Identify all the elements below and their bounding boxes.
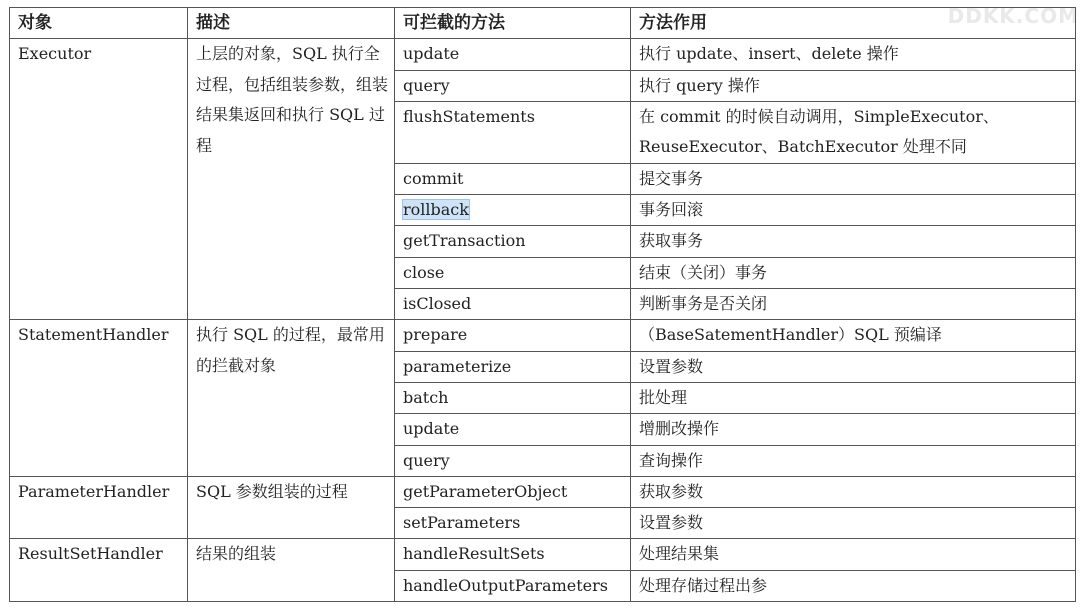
effect-cell: 处理存储过程出参 [631, 570, 1076, 601]
watermark: DDKK.COM [947, 4, 1079, 28]
method-name: setParameters [403, 513, 521, 533]
method-cell [395, 195, 631, 226]
description-cell: 结果的组装 [188, 539, 395, 602]
effect-cell: 判断事务是否关闭 [631, 289, 1076, 320]
method-cell [395, 101, 631, 163]
method-name: update [403, 419, 460, 439]
description-cell: SQL 参数组装的过程 [188, 476, 395, 539]
object-cell: ParameterHandler [10, 476, 188, 539]
method-name: close [403, 262, 445, 282]
effect-cell: 提交事务 [631, 163, 1076, 194]
method-cell [395, 508, 631, 539]
method-cell [395, 539, 631, 570]
method-cell [395, 570, 631, 601]
table-row [10, 539, 1076, 570]
header-effect: 方法作用 [631, 8, 1076, 39]
method-name: rollback [403, 200, 469, 220]
effect-cell: 获取事务 [631, 226, 1076, 257]
header-row [10, 8, 1076, 39]
method-name: isClosed [403, 294, 472, 314]
effect-cell: 执行 update、insert、delete 操作 [631, 39, 1076, 70]
interceptor-table [9, 7, 1076, 602]
method-cell [395, 70, 631, 101]
header-description: 描述 [188, 8, 395, 39]
description-cell: 上层的对象，SQL 执行全过程，包括组装参数，组装结果集返回和执行 SQL 过程 [188, 39, 395, 320]
effect-cell: 处理结果集 [631, 539, 1076, 570]
effect-cell: 设置参数 [631, 351, 1076, 382]
method-name: parameterize [403, 356, 512, 376]
method-name: query [403, 450, 450, 470]
method-name: flushStatements [403, 106, 535, 126]
header-method: 可拦截的方法 [395, 8, 631, 39]
method-name: commit [403, 168, 464, 188]
method-cell [395, 414, 631, 445]
effect-cell: 事务回滚 [631, 195, 1076, 226]
effect-cell: 在 commit 的时候自动调用，SimpleExecutor、ReuseExecutor、BatchExecutor 处理不同 [631, 101, 1076, 163]
table-row [10, 476, 1076, 507]
effect-cell: 执行 query 操作 [631, 70, 1076, 101]
effect-cell: 增删改操作 [631, 414, 1076, 445]
method-name: query [403, 75, 450, 95]
method-cell [395, 445, 631, 476]
method-cell [395, 226, 631, 257]
method-name: getTransaction [403, 231, 526, 251]
effect-cell: 查询操作 [631, 445, 1076, 476]
method-name: update [403, 44, 460, 64]
method-name: prepare [403, 325, 468, 345]
method-name: getParameterObject [403, 481, 568, 501]
method-cell [395, 163, 631, 194]
method-cell [395, 382, 631, 413]
object-cell: ResultSetHandler [10, 539, 188, 602]
method-cell [395, 351, 631, 382]
method-name: handleResultSets [403, 544, 545, 564]
effect-cell: 设置参数 [631, 508, 1076, 539]
method-cell [395, 320, 631, 351]
effect-cell: 结束（关闭）事务 [631, 257, 1076, 288]
method-name: handleOutputParameters [403, 575, 608, 595]
interceptor-table-container [9, 7, 1076, 602]
effect-cell: （BaseSatementHandler）SQL 预编译 [631, 320, 1076, 351]
object-cell: StatementHandler [10, 320, 188, 476]
method-cell [395, 39, 631, 70]
method-cell [395, 289, 631, 320]
header-object: 对象 [10, 8, 188, 39]
method-cell [395, 257, 631, 288]
method-cell [395, 476, 631, 507]
table-row [10, 320, 1076, 351]
table-row [10, 39, 1076, 70]
effect-cell: 获取参数 [631, 476, 1076, 507]
method-name: batch [403, 387, 449, 407]
table-body [10, 39, 1076, 602]
description-cell: 执行 SQL 的过程，最常用的拦截对象 [188, 320, 395, 476]
object-cell: Executor [10, 39, 188, 320]
effect-cell: 批处理 [631, 382, 1076, 413]
